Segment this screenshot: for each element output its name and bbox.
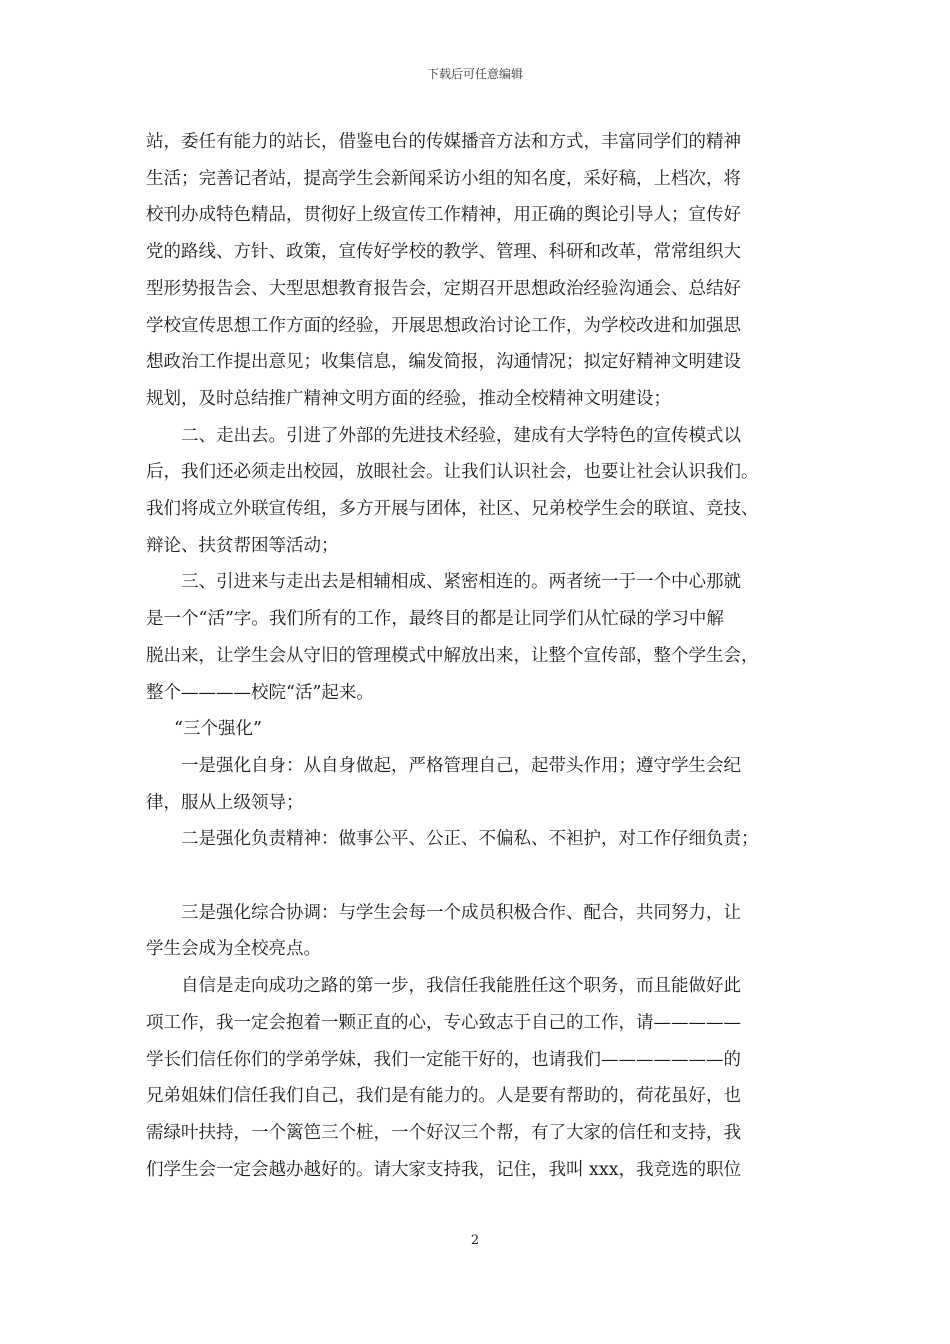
blank-line — [146, 858, 806, 895]
text-line: 自信是走向成功之路的第一步，我信任我能胜任这个职务，而且能做好此 — [181, 976, 741, 997]
text-line: 校刊办成特色精品，贯彻好上级宣传工作精神，用正确的舆论引导人；宣传好 — [146, 205, 741, 226]
text-line: 需绿叶扶持，一个篱笆三个桩，一个好汉三个帮，有了大家的信任和支持，我 — [146, 1122, 741, 1143]
page-header: 下载后可任意编辑 — [426, 67, 523, 81]
page-number: 2 — [470, 1233, 480, 1248]
text-line: “三个强化” — [174, 719, 262, 740]
text-line: 脱出来，让学生会从守旧的管理模式中解放出来，让整个宣传部，整个学生会， — [146, 645, 759, 666]
text-line: 想政治工作提出意见；收集信息，编发简报，沟通情况；拟定好精神文明建设 — [146, 352, 741, 373]
document-body — [146, 124, 806, 1188]
text-line: 律，服从上级领导； — [146, 792, 304, 813]
section-heading-three-strengthen — [146, 711, 806, 748]
text-line: 二、走出去。引进了外部的先进技术经验，建成有大学特色的宣传模式以 — [181, 425, 741, 446]
paragraph-bring-in-go-out — [146, 564, 806, 711]
text-line: 二是强化负责精神：做事公平、公正、不偏私、不袒护，对工作仔细负责； — [181, 829, 759, 850]
text-line: 项工作，我一定会抱着一颗正直的心，专心致志于自己的工作，请————— — [146, 1012, 741, 1033]
paragraph-continuation — [146, 124, 806, 418]
text-line: 学长们信任你们的学弟学妹，我们一定能干好的，也请我们———————的 — [146, 1049, 741, 1070]
text-line: 我们将成立外联宣传组，多方开展与团体，社区、兄弟校学生会的联谊、竞技、 — [146, 499, 759, 520]
text-line: 规划，及时总结推广精神文明方面的经验，推动全校精神文明建设； — [146, 388, 671, 409]
text-line: 生活；完善记者站，提高学生会新闻采访小组的知名度，采好稿，上档次，将 — [146, 168, 741, 189]
paragraph-strengthen-self — [146, 748, 806, 821]
paragraph-confidence — [146, 968, 806, 1188]
text-line: 一是强化自身：从自身做起，严格管理自己，起带头作用；遵守学生会纪 — [181, 755, 741, 776]
text-line: 型形势报告会、大型思想教育报告会，定期召开思想政治经验沟通会、总结好 — [146, 278, 741, 299]
text-line: 后，我们还必须走出校园，放眼社会。让我们认识社会，也要让社会认识我们。 — [146, 462, 759, 483]
text-line: 辩论、扶贫帮困等活动； — [146, 535, 339, 556]
paragraph-go-out — [146, 418, 806, 565]
text-line: 学生会成为全校亮点。 — [146, 939, 321, 960]
text-line: 站，委任有能力的站长，借鉴电台的传媒播音方法和方式，丰富同学们的精神 — [146, 132, 741, 152]
paragraph-strengthen-responsibility — [146, 821, 806, 858]
text-line: 整个————校院“活”起来。 — [146, 682, 374, 703]
text-line: 三、引进来与走出去是相辅相成、紧密相连的。两者统一于一个中心那就 — [181, 572, 741, 593]
paragraph-strengthen-coordination — [146, 895, 806, 968]
text-line: 是一个“活”字。我们所有的工作，最终目的都是让同学们从忙碌的学习中解 — [146, 609, 724, 630]
text-line: 三是强化综合协调：与学生会每一个成员积极合作、配合，共同努力，让 — [181, 902, 741, 923]
text-line: 党的路线、方针、政策，宣传好学校的教学、管理、科研和改革，常常组织大 — [146, 242, 741, 263]
text-line: 兄弟姐妹们信任我们自己，我们是有能力的。人是要有帮助的，荷花虽好，也 — [146, 1086, 741, 1107]
text-line: 们学生会一定会越办越好的。请大家支持我，记住，我叫 xxx，我竞选的职位 — [146, 1159, 742, 1180]
text-line: 学校宣传思想工作方面的经验，开展思想政治讨论工作，为学校改进和加强思 — [146, 315, 741, 336]
